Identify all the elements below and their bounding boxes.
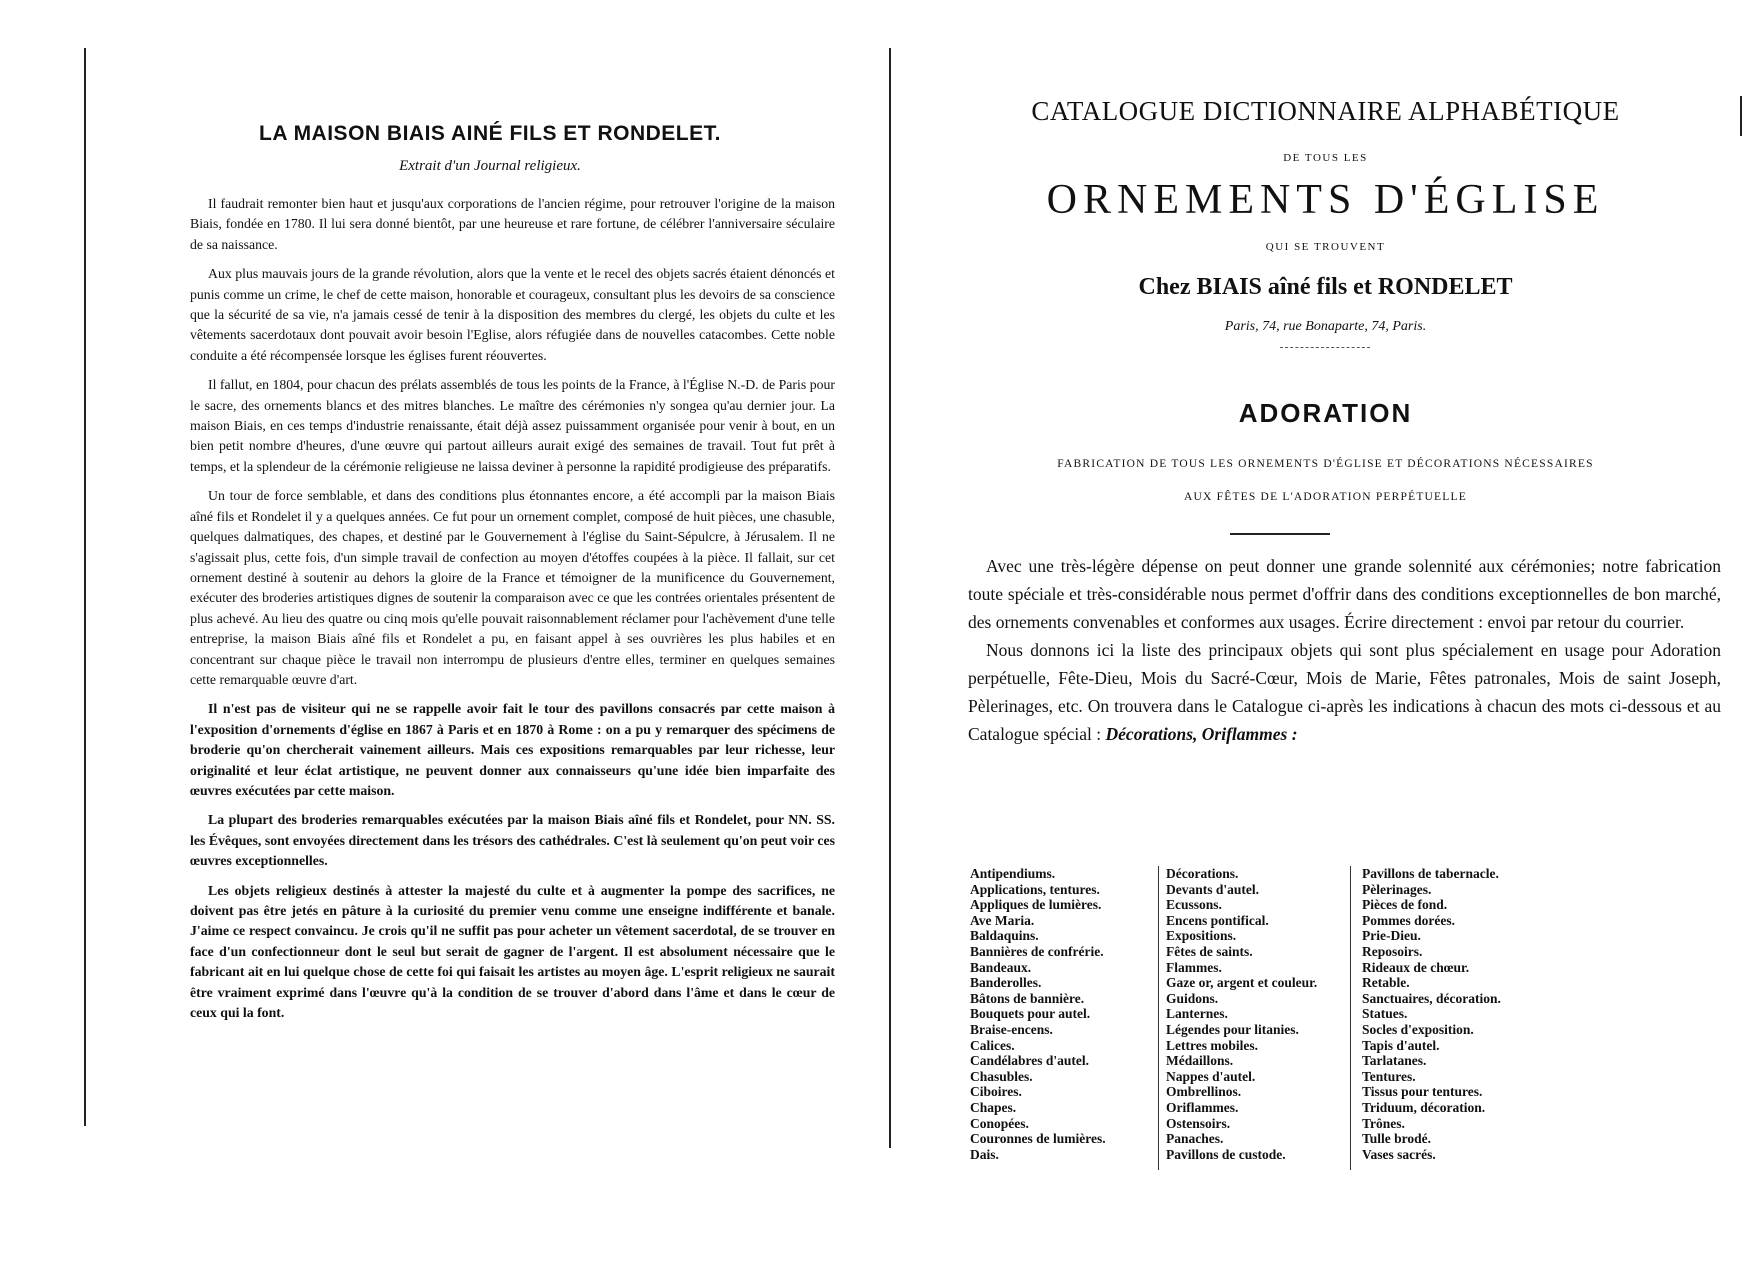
list-item: Couronnes de lumières.	[970, 1131, 1106, 1147]
article-paragraph: Aux plus mauvais jours de la grande révolution, alors que la vente et le recel des objets sacrés étaient dénoncés et punis comme un crime, le chef de cette maison, honorable et courageux, consultant plus les devoirs de sa conscience que la sécurité de sa vie, n'a jamais cessé de tenir à la disposition des membres du clergé, les objets du culte et les vêtements sacerdotaux dont pouvait avoir besoin l'Eglise, alors réfugiée dans de nouvelles catacombes. Cette noble conduite a été récompensée lorsque les églises furent réouvertes.	[190, 266, 835, 363]
list-item: Chapes.	[970, 1099, 1017, 1115]
list-item: Pavillons de custode.	[1166, 1146, 1286, 1162]
list-item: Ombrellinos.	[1166, 1084, 1242, 1100]
list-item: Médaillons.	[1166, 1053, 1234, 1069]
list-item: Ave Maria.	[970, 912, 1035, 928]
section-divider	[1230, 533, 1330, 535]
article-paragraph: La plupart des broderies remarquables exécutées par la maison Biais aîné fils et Rondelet, pour NN. SS. les Évêques, sont envoyées directement dans les trésors des cathédrales. C'est là seulement qu'on peut voir ces œuvres exceptionnelles.	[190, 812, 835, 869]
list-item: Pommes dorées.	[1362, 912, 1455, 928]
list-item: Appliques de lumières.	[970, 897, 1102, 913]
article-body	[190, 194, 835, 1032]
list-item: Chasubles.	[970, 1068, 1033, 1084]
list-item: Tissus pour tentures.	[1362, 1084, 1483, 1100]
list-item: Baldaquins.	[970, 928, 1039, 944]
items-column-list	[1166, 866, 1317, 1162]
list-item: Flammes.	[1166, 959, 1222, 975]
intro-paragraph-text: Nous donnons ici la liste des principaux objets qui sont plus spécialement en usage pour Adoration perpétuelle, Fête-Dieu, Mois du Sacré-Cœur, Mois de Marie, Fêtes patronales, Mois de saint Joseph, Pèlerinages, etc. On trouvera dans le Catalogue ci-après les indications à chacun des mots ci-dessous et au Catalogue spécial :	[968, 640, 1721, 744]
page-gutter	[889, 48, 891, 1148]
catalogue-main-title: ORNEMENTS D'ÉGLISE	[1046, 177, 1605, 223]
list-item: Encens pontifical.	[1166, 912, 1269, 928]
list-item: Expositions.	[1166, 928, 1237, 944]
list-item: Triduum, décoration.	[1362, 1099, 1486, 1115]
catalogue-heading: CATALOGUE DICTIONNAIRE ALPHABÉTIQUE	[1031, 96, 1620, 126]
items-column-3	[1362, 866, 1501, 1162]
list-item: Pièces de fond.	[1362, 897, 1448, 913]
section-title: ADORATION	[1238, 398, 1413, 428]
catalogue-intro	[968, 552, 1721, 748]
list-item: Candélabres d'autel.	[970, 1053, 1090, 1069]
ornament-divider	[1280, 347, 1370, 348]
list-item: Prie-Dieu.	[1362, 928, 1421, 944]
article-title: LA MAISON BIAIS AINÉ FILS ET RONDELET.	[259, 122, 721, 145]
list-item: Guidons.	[1166, 990, 1219, 1006]
section-subtitle-line: AUX FÊTES DE L'ADORATION PERPÉTUELLE	[1184, 491, 1467, 503]
list-item: Banderolles.	[970, 975, 1042, 991]
intro-paragraph: Avec une très-légère dépense on peut donner une grande solennité aux cérémonies; notre fabrication toute spéciale et très-considérable nous permet d'offrir dans des conditions exceptionnelles de bon marché, des ornements convenables et conformes aux usages. Écrire directement : envoi par retour du courrier.	[968, 556, 1721, 632]
catalogue-heading-small: DE TOUS LES	[1283, 152, 1368, 164]
list-item: Lettres mobiles.	[1166, 1037, 1258, 1053]
list-item: Applications, tentures.	[970, 881, 1100, 897]
article-paragraph: Il faudrait remonter bien haut et jusqu'aux corporations de l'ancien régime, pour retrouver l'origine de la maison Biais, fondée en 1780. Il lui sera donné bientôt, par une heureuse et rare fortune, de célébrer l'anniversaire séculaire de sa naissance.	[190, 196, 835, 252]
intro-paragraph-2	[968, 636, 1721, 748]
list-item: Braise-encens.	[970, 1021, 1053, 1037]
list-item: Rideaux de chœur.	[1362, 959, 1470, 975]
list-item: Tarlatanes.	[1362, 1053, 1427, 1069]
list-item: Nappes d'autel.	[1166, 1068, 1256, 1084]
list-item: Gaze or, argent et couleur.	[1166, 975, 1318, 991]
items-column-list	[970, 866, 1106, 1162]
list-item: Dais.	[970, 1146, 999, 1162]
company-name: Chez BIAIS aîné fils et RONDELET	[1138, 274, 1513, 300]
list-item: Bouquets pour autel.	[970, 1006, 1091, 1022]
right-page	[900, 0, 1751, 1276]
list-item: Socles d'exposition.	[1362, 1021, 1474, 1037]
company-address: Paris, 74, rue Bonaparte, 74, Paris.	[1224, 319, 1427, 334]
items-column-list	[1362, 866, 1501, 1162]
article-paragraph: Un tour de force semblable, et dans des conditions plus étonnantes encore, a été accompli par la maison Biais aîné fils et Rondelet il y a quelques années. Ce fut pour un ornement complet, composé de huit pièces, une chasuble, quelques dalmatiques, des chapes, et destiné par le Gouvernement à l'église du Saint-Sépulcre, à Jérusalem. Il ne s'agissait plus, cette fois, d'un simple travail de confection au moyen d'étoffes coupées à la pièce. Il fallait, sur cet ornement destiné à soutenir au dehors la gloire de la France et témoigner de la munificence du Gouvernement, exécuter des broderies artistiques dignes de soutenir la comparaison avec ce que les contrées orientales présentent de plus achevé. Au lieu des quatre ou cinq mois qu'elle pouvait raisonnablement réclamer pour l'achèvement d'une telle entreprise, la maison Biais aîné fils et Rondelet a pu, en faisant appel à ses ouvrières les plus habiles et en concentrant sur chaque pièce le travail non interrompu de plusieurs d'entre elles, terminer en quelques semaines cette remarquable œuvre d'art.	[190, 488, 835, 687]
list-item: Bannières de confrérie.	[970, 943, 1104, 959]
list-item: Tapis d'autel.	[1362, 1037, 1440, 1053]
list-item: Trônes.	[1362, 1115, 1405, 1131]
list-item: Ciboires.	[970, 1084, 1022, 1100]
list-item: Oriflammes.	[1166, 1099, 1239, 1115]
article-paragraph: Il n'est pas de visiteur qui ne se rappelle avoir fait le tour des pavillons consacrés par cette maison à l'exposition d'ornements d'église en 1867 à Paris et en 1870 à Rome : on a pu y remarquer des spécimens de broderie qu'on chercherait vainement ailleurs. Mais ces expositions remarquables par leur richesse, leur originalité et leur éclat artistique, ne peuvent donner aux connaisseurs qu'une idée bien imparfaite des œuvres exécutées par cette maison.	[190, 701, 835, 798]
list-item: Décorations.	[1166, 866, 1239, 881]
article-paragraph: Il fallut, en 1804, pour chacun des prélats assemblés de tous les points de la France, à l'Église N.-D. de Paris pour le sacre, des ornements blancs et des mitres blanches. Le maître des cérémonies n'y songea qu'au dernier jour. La maison Biais, en ces temps d'industrie renaissante, était déjà assez puissamment organisée pour venir à bout, en un bien petit nombre d'heures, d'une œuvre qui partout ailleurs aurait exigé des semaines de travail. Tout fut prêt à temps, et la splendeur de la cérémonie religieuse ne laissa deviner à personne la rapidité prodigieuse des préparatifs.	[190, 377, 835, 474]
list-item: Sanctuaires, décoration.	[1362, 990, 1501, 1006]
items-list	[970, 866, 1720, 1176]
list-item: Légendes pour litanies.	[1166, 1021, 1299, 1037]
list-item: Pèlerinages.	[1362, 881, 1432, 897]
list-item: Ostensoirs.	[1166, 1115, 1231, 1131]
list-item: Bandeaux.	[970, 959, 1032, 975]
list-item: Lanternes.	[1166, 1006, 1228, 1022]
article-paragraph: Les objets religieux destinés à attester la majesté du culte et à augmenter la pompe des sacrifices, ne doivent pas être jetés en pâture à la curiosité du premier venu comme une enseigne indifférente et banale. J'aime ce respect convaincu. Je crois qu'il ne suffit pas pour acheter un vêtement sacerdotal, de se trouver en face d'un confectionneur dont le seul but serait de gagner de l'argent. Il est absolument nécessaire que le fabricant ait en lui quelque chose de cette foi qui faisait les artistes au moyen âge. L'esprit religieux ne saurait être vraiment exprimé dans l'œuvre qu'à la condition de se trouver d'abord dans l'âme et dans le cœur de ceux qui la font.	[190, 882, 835, 1021]
list-item: Reposoirs.	[1362, 943, 1423, 959]
list-item: Ecussons.	[1166, 897, 1222, 913]
list-item: Tulle brodé.	[1362, 1131, 1432, 1147]
list-item: Tentures.	[1362, 1068, 1416, 1084]
intro-paragraph-emphasis: Décorations, Oriflammes :	[1105, 724, 1298, 744]
list-item: Devants d'autel.	[1166, 881, 1260, 897]
catalogue-heading-small-2: QUI SE TROUVENT	[1265, 241, 1386, 253]
list-item: Calices.	[970, 1037, 1015, 1053]
list-item: Vases sacrés.	[1362, 1146, 1436, 1162]
article-subtitle: Extrait d'un Journal religieux.	[399, 158, 581, 174]
list-item: Panaches.	[1166, 1131, 1224, 1147]
column-divider	[1350, 866, 1351, 1170]
items-column-2	[1166, 866, 1317, 1162]
list-item: Fêtes de saints.	[1166, 943, 1253, 959]
section-subtitle-line: FABRICATION DE TOUS LES ORNEMENTS D'ÉGLISE ET DÉCORATIONS NÉCESSAIRES	[1057, 458, 1594, 470]
list-item: Retable.	[1362, 975, 1410, 991]
items-column-1	[970, 866, 1106, 1162]
list-item: Bâtons de bannière.	[970, 990, 1085, 1006]
list-item: Pavillons de tabernacle.	[1362, 866, 1499, 881]
list-item: Statues.	[1362, 1006, 1408, 1022]
column-divider	[1158, 866, 1159, 1170]
list-item: Conopées.	[970, 1115, 1029, 1131]
list-item: Antipendiums.	[970, 866, 1056, 881]
section-subtitle	[940, 448, 1711, 514]
